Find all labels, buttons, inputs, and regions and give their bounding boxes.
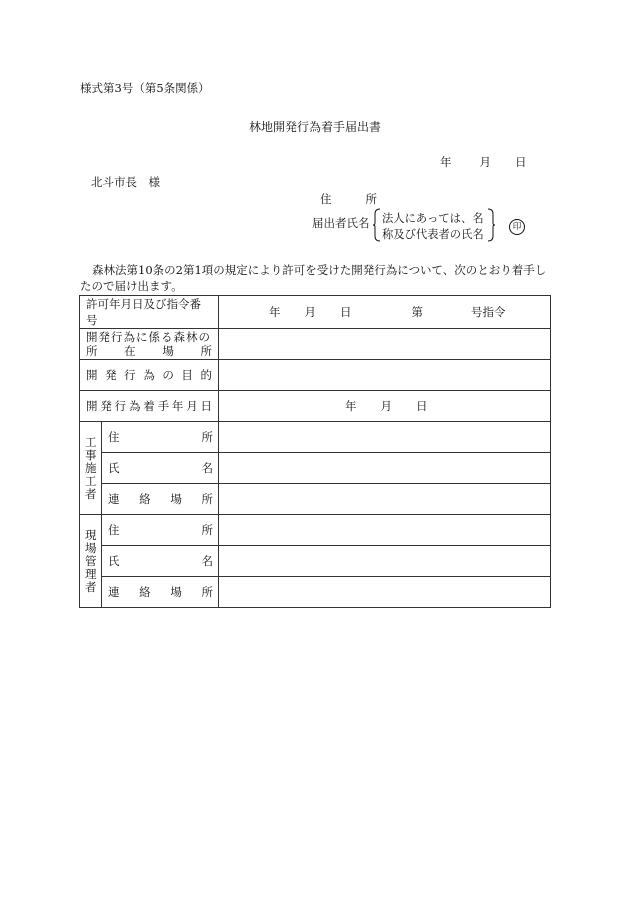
sub-char: 住 [108, 523, 120, 537]
sub-char: 所 [201, 585, 213, 599]
contractor-name-field[interactable] [219, 453, 551, 484]
contractor-contact-field[interactable] [219, 484, 551, 515]
start-char: 年 [171, 399, 184, 413]
manager-contact-field[interactable] [219, 577, 551, 608]
contractor-address-field[interactable] [219, 422, 551, 453]
table-row [80, 546, 551, 577]
manager-contact-label [102, 577, 219, 608]
table-row [80, 577, 551, 608]
purpose-char: 開 [86, 368, 98, 382]
contractor-char: 工 [85, 473, 97, 488]
applicant-address-label [320, 194, 377, 206]
table-row [80, 360, 551, 391]
corporate-note [382, 211, 484, 243]
sub-char: 連 [108, 585, 120, 599]
manager-char: 理 [85, 566, 97, 581]
start-char: 発 [100, 399, 112, 413]
manager-char: 管 [85, 553, 97, 568]
sub-char: 絡 [139, 492, 151, 506]
permit-dai: 第 [411, 305, 423, 319]
contractor-char: 施 [85, 460, 97, 475]
purpose-label [80, 360, 219, 391]
sub-char: 場 [170, 492, 182, 506]
sub-char: 名 [201, 554, 213, 568]
contractor-char: 工 [85, 434, 97, 449]
notification-table [79, 295, 551, 608]
location-label-line-1 [86, 330, 212, 344]
permit-month: 月 [304, 305, 316, 319]
manager-char: 場 [85, 540, 97, 555]
manager-char: 現 [85, 527, 97, 542]
contractor-contact-label [102, 484, 219, 515]
manager-name-label [102, 546, 219, 577]
start-char: 為 [128, 399, 141, 413]
sub-char: 所 [201, 523, 213, 537]
contractor-label [80, 422, 102, 515]
document-title: 林地開発行為着手届出書 [248, 120, 381, 134]
date-line [440, 157, 527, 169]
address-char-1: 住 [320, 192, 332, 206]
start-char: 行 [114, 399, 127, 413]
applicant-name-label: 届出者氏名 [312, 216, 370, 230]
body-text: 森林法第10条の2第1項の規定により許可を受けた開発行為について、次のとおり着手したので届け出ます。 [80, 263, 547, 293]
table-row [80, 391, 551, 422]
loc-char: 場 [162, 344, 174, 358]
start-char: 開 [86, 399, 98, 413]
address-char-2: 所 [365, 192, 377, 206]
table-row [80, 329, 551, 360]
corporate-note-line-2: 称及び代表者の氏名 [382, 228, 484, 241]
seal-mark: 印 [509, 219, 525, 235]
date-day: 日 [515, 155, 527, 169]
permit-day: 日 [340, 305, 352, 319]
addressee: 北斗市長 様 [91, 175, 160, 189]
start-char: 日 [200, 399, 212, 413]
purpose-char: の [162, 368, 174, 382]
table-row [80, 422, 551, 453]
sub-char: 氏 [108, 554, 120, 568]
date-month: 月 [479, 155, 491, 169]
purpose-char: 為 [143, 368, 155, 382]
sub-char: 場 [170, 585, 182, 599]
form-number: 様式第3号（第5条関係） [80, 81, 210, 95]
sub-char: 住 [108, 430, 120, 444]
purpose-char: 行 [124, 368, 136, 382]
sub-char: 連 [108, 492, 120, 506]
loc-char: 所 [200, 344, 212, 358]
sub-char: 所 [201, 430, 213, 444]
sub-char: 絡 [139, 585, 151, 599]
start-date-value-field[interactable] [219, 391, 551, 422]
location-value-field[interactable] [219, 329, 551, 360]
start-char: 手 [157, 399, 170, 413]
manager-char: 者 [85, 579, 97, 594]
start-month: 月 [380, 399, 392, 413]
location-label [80, 329, 219, 360]
contractor-address-label [102, 422, 219, 453]
purpose-char: 的 [200, 368, 212, 382]
corporate-note-line-1: 法人にあっては、名 [382, 212, 484, 225]
permit-year: 年 [269, 305, 281, 319]
table-row [80, 453, 551, 484]
sub-char: 氏 [108, 461, 120, 475]
purpose-char: 目 [181, 368, 193, 382]
table-row [80, 484, 551, 515]
table-row [80, 296, 551, 329]
manager-name-field[interactable] [219, 546, 551, 577]
manager-address-field[interactable] [219, 515, 551, 546]
permit-value-field[interactable] [219, 296, 551, 329]
start-date-label [80, 391, 219, 422]
start-day: 日 [416, 399, 428, 413]
contractor-name-label [102, 453, 219, 484]
site-manager-label [80, 515, 102, 608]
loc-char: 在 [124, 344, 136, 358]
location-label-text: 開発行為に係る森林の [86, 330, 211, 344]
location-label-line-2 [86, 344, 212, 358]
purpose-char: 発 [105, 368, 117, 382]
start-year: 年 [345, 399, 357, 413]
date-year: 年 [440, 155, 452, 169]
purpose-value-field[interactable] [219, 360, 551, 391]
start-char: 月 [186, 399, 198, 413]
manager-address-label [102, 515, 219, 546]
permit-suffix: 号指令 [471, 305, 506, 319]
sub-char: 名 [201, 461, 213, 475]
loc-char: 所 [86, 344, 98, 358]
table-row [80, 515, 551, 546]
contractor-char: 事 [85, 447, 97, 462]
sub-char: 所 [201, 492, 213, 506]
contractor-char: 者 [85, 486, 97, 501]
permit-label: 許可年月日及び指令番号 [80, 296, 219, 329]
start-char: 着 [143, 399, 155, 413]
